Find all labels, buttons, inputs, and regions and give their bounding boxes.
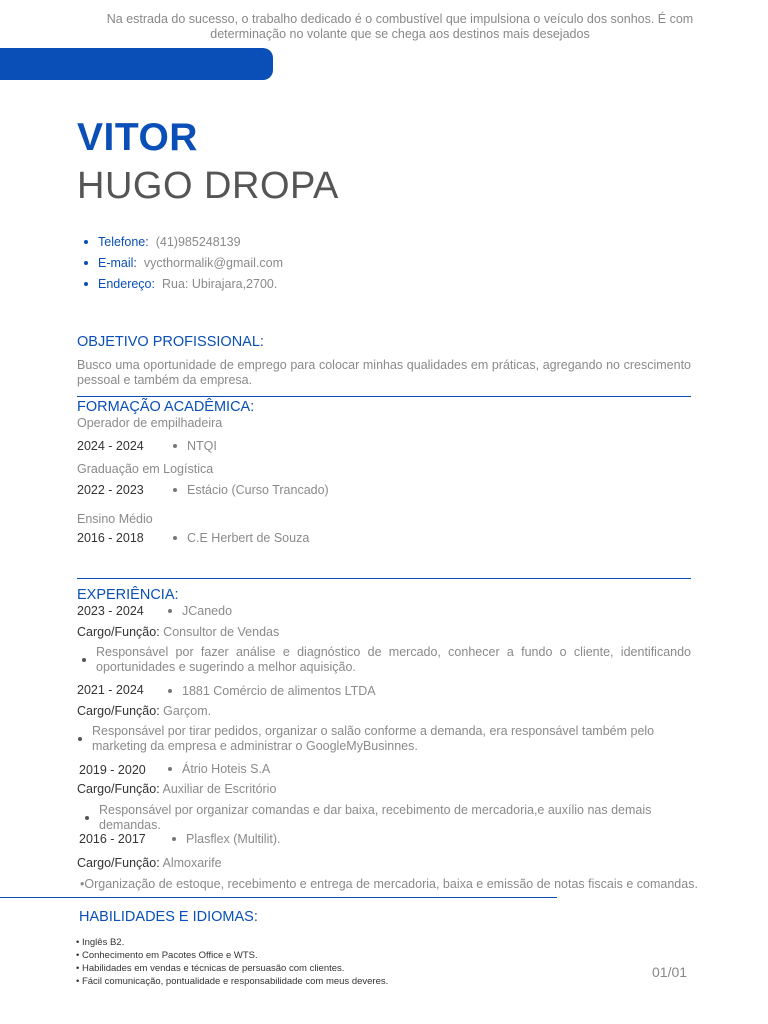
job-company xyxy=(172,832,280,846)
education-school-name: Estácio (Curso Trancado) xyxy=(187,483,329,497)
job-role xyxy=(77,704,211,718)
contact-value: Rua: Ubirajara,2700. xyxy=(161,276,278,291)
education-school-name: NTQI xyxy=(187,439,217,453)
education-school-name: C.E Herbert de Souza xyxy=(187,531,310,545)
education-school xyxy=(173,531,309,545)
education-years: 2024 - 2024 xyxy=(77,439,144,453)
job-company-name: JCanedo xyxy=(182,604,233,618)
objective-title: OBJETIVO PROFISSIONAL: xyxy=(77,334,264,350)
job-description-text: Responsável por tirar pedidos, organizar o salão conforme a demanda, era responsável também pelo marketing da empresa e administrar o GoogleMyBusinnes. xyxy=(92,724,655,753)
section-divider xyxy=(77,578,691,579)
job-role-value: Garçom. xyxy=(163,704,212,718)
job-years: 2019 - 2020 xyxy=(79,763,146,777)
education-school xyxy=(173,483,329,497)
bullet-icon xyxy=(168,767,172,771)
job-description-text: •Organização de estoque, recebimento e entrega de mercadoria, baixa e emissão de notas fiscais e comandas. xyxy=(80,877,698,891)
education-course: Ensino Médio xyxy=(77,512,153,526)
skills-title: HABILIDADES E IDIOMAS: xyxy=(79,909,258,925)
education-school xyxy=(173,439,217,453)
first-name: VITOR xyxy=(77,116,198,159)
contact-label: Telefone: xyxy=(98,234,149,249)
job-company-name: Plasflex (Multilit). xyxy=(186,832,281,846)
bullet-icon xyxy=(85,816,89,820)
skills-list xyxy=(76,936,388,988)
job-role-value: Auxiliar de Escritório xyxy=(162,782,277,796)
job-company-name: 1881 Comércio de alimentos LTDA xyxy=(182,684,376,698)
contact-email xyxy=(84,252,283,273)
skill-item: • Inglês B2. xyxy=(76,937,125,948)
bullet-icon xyxy=(84,261,88,265)
contact-label: E-mail: xyxy=(98,255,137,270)
job-description xyxy=(82,645,691,675)
page-number: 01/01 xyxy=(652,964,688,980)
job-company xyxy=(168,762,270,776)
education-course: Graduação em Logística xyxy=(77,462,214,476)
skill-item: • Fácil comunicação, pontualidade e responsabilidade com meus deveres. xyxy=(76,976,389,987)
bullet-icon xyxy=(168,609,172,613)
job-description xyxy=(85,803,705,833)
bullet-icon xyxy=(78,737,82,741)
education-title: FORMAÇÃO ACADÊMICA: xyxy=(77,399,255,415)
bullet-icon xyxy=(84,282,88,286)
job-years: 2023 - 2024 xyxy=(77,604,144,618)
job-description xyxy=(78,724,706,754)
job-role-label: Cargo/Função: xyxy=(77,856,160,870)
header-quote: Na estrada do sucesso, o trabalho dedicado é o combustível que impulsiona o veículo dos sonhos. É com determinação no volante que se chega aos destinos mais desejados xyxy=(106,12,694,41)
contact-phone xyxy=(84,231,283,252)
contact-label: Endereço: xyxy=(98,276,155,291)
contact-list xyxy=(84,231,283,294)
job-role-label: Cargo/Função: xyxy=(77,625,160,639)
contact-value: (41)985248139 xyxy=(155,234,241,249)
job-role xyxy=(77,782,276,796)
job-company xyxy=(168,604,232,618)
education-years: 2022 - 2023 xyxy=(77,483,144,497)
job-description-text: Responsável por organizar comandas e dar baixa, recebimento de mercadoria,e auxílio nas demais demandas. xyxy=(99,803,652,832)
education-course: Operador de empilhadeira xyxy=(77,416,223,430)
job-description-text: Responsável por fazer análise e diagnóstico de mercado, conhecer a fundo o cliente, identificando oportunidades e sugerindo a melhor aquisição. xyxy=(96,645,691,674)
contact-value: vycthormalik@gmail.com xyxy=(143,255,284,270)
section-divider xyxy=(77,396,691,397)
skill-item: • Conhecimento em Pacotes Office e WTS. xyxy=(76,950,258,961)
objective-text: Busco uma oportunidade de emprego para colocar minhas qualidades em práticas, agregando no crescimento pessoal e também da empresa. xyxy=(77,358,691,387)
job-role xyxy=(77,856,222,870)
bullet-icon xyxy=(84,240,88,244)
last-name: HUGO DROPA xyxy=(77,165,339,207)
bullet-icon xyxy=(82,658,86,662)
bullet-icon xyxy=(172,837,176,841)
header-accent-bar xyxy=(0,48,273,80)
bullet-icon xyxy=(173,488,177,492)
job-company-name: Átrio Hoteis S.A xyxy=(182,762,271,776)
contact-address xyxy=(84,273,283,294)
bullet-icon xyxy=(173,536,177,540)
job-years: 2016 - 2017 xyxy=(79,832,146,846)
job-role xyxy=(77,625,279,639)
experience-title: EXPERIÊNCIA: xyxy=(77,587,179,603)
job-role-label: Cargo/Função: xyxy=(77,704,160,718)
job-role-label: Cargo/Função: xyxy=(77,782,160,796)
section-divider xyxy=(0,897,557,898)
job-role-value: Almoxarife xyxy=(162,856,222,870)
bullet-icon xyxy=(173,444,177,448)
job-years: 2021 - 2024 xyxy=(77,683,144,697)
job-role-value: Consultor de Vendas xyxy=(163,625,280,639)
education-years: 2016 - 2018 xyxy=(77,531,144,545)
job-company xyxy=(168,684,376,698)
bullet-icon xyxy=(168,689,172,693)
skill-item: • Habilidades em vendas e técnicas de persuasão com clientes. xyxy=(76,963,345,974)
